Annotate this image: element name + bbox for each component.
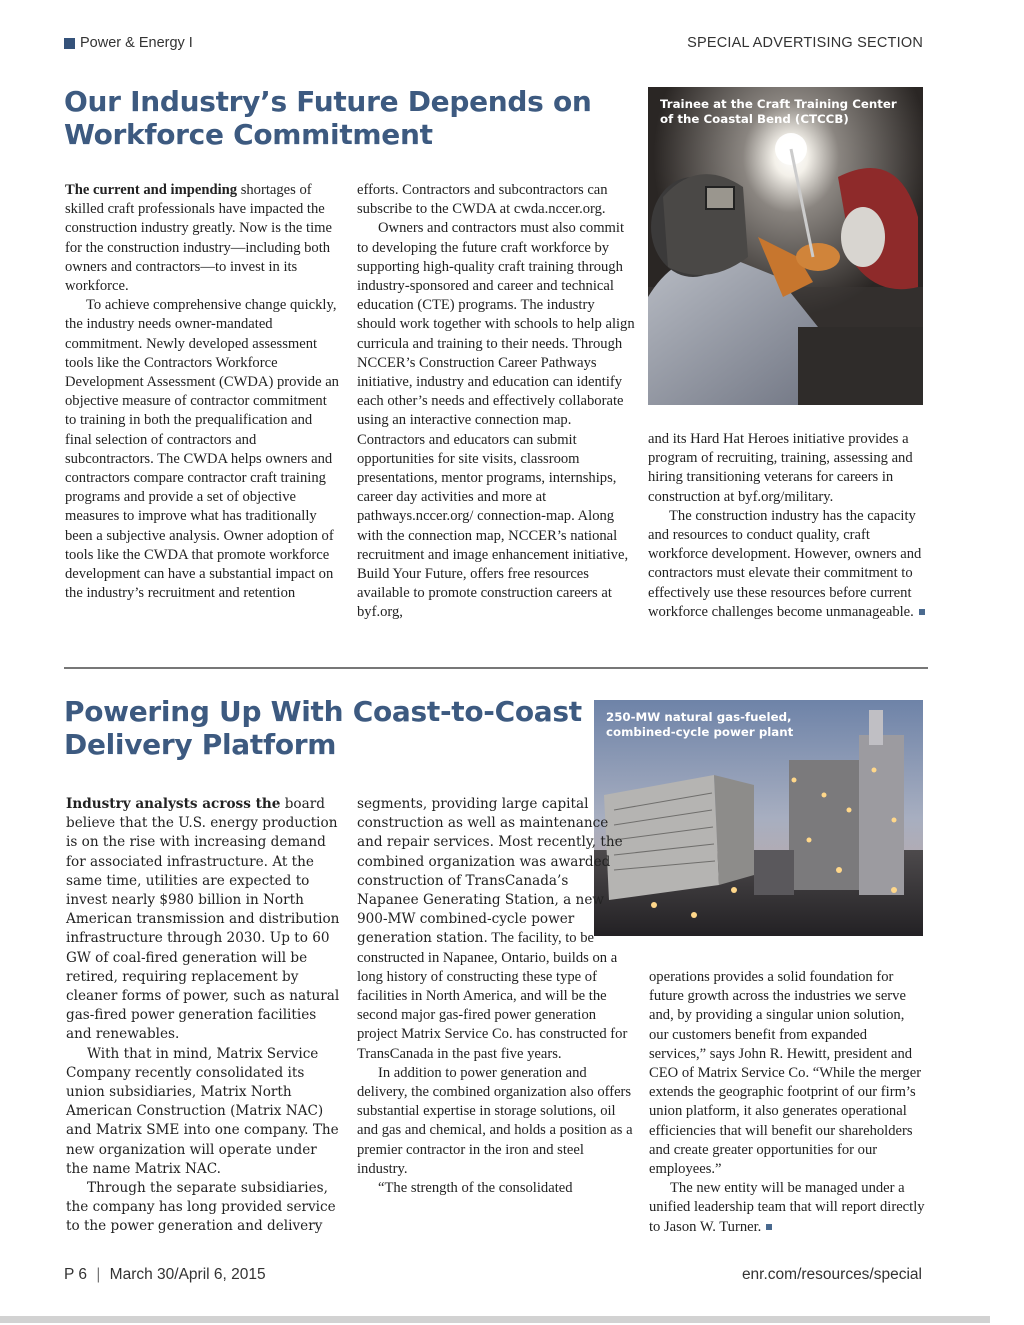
article1-col1-p2: To achieve comprehensive change quickly, the industry needs owner-mandated commitment. Newly developed assessment tools like the Contractors Workforce Development Assessment (CWDA) provide an objective measure of contractor commitment to training in both the prequalification and final selection of contractors and subcontractors. The CWDA helps owners and contractors compare contractor craft training programs and provide a set of objective measures to improve what has traditionally been a subjective analysis. Owner adoption of tools like the CWDA that promote workforce development can have a substantial impact on the industry’s recruitment and retention	[65, 297, 339, 602]
power-plant-photo-caption: 250-MW natural gas-fueled, combined-cycle power plant	[606, 710, 794, 739]
footer-page-info	[64, 1266, 266, 1284]
issue-date: March 30/April 6, 2015	[109, 1266, 266, 1283]
article2-col3-p1: operations provides a solid foundation for future growth across the industries we serve and, by providing a singular union solution, our customers benefit from expanded services,” says John R. Hewitt, president and CEO of Matrix Service Co. “While the merger extends the geographic footprint of our firm’s union platform, it also generates operational efficiencies that will benefit our shareholders and create greater opportunities for our employees.”	[649, 969, 922, 1178]
section-label-text: Power & Energy I	[80, 35, 193, 51]
article1-column1	[65, 181, 341, 603]
article2-col2-p1a: segments, providing large capital construction as well as maintenance and repair services. Most recently, the combined organization was awarded construction of TransCanada’s Napanee Generating Station, a new 900-MW combined-cycle power generation station.	[357, 796, 623, 947]
article1-lead-in: The current and impending	[65, 182, 238, 198]
welder-photo	[648, 87, 923, 405]
special-advertising-label: SPECIAL ADVERTISING SECTION	[687, 35, 923, 51]
article1-col3-p2: The construction industry has the capacity and resources to conduct quality, craft workforce development. However, owners and contractors must elevate their commitment to effectively use these resources before current workforce challenges become unmanageable.	[648, 507, 922, 620]
footer-separator: |	[96, 1266, 101, 1283]
end-mark-icon	[766, 1224, 772, 1230]
article1-headline-line2: Workforce Commitment	[64, 118, 433, 151]
welder-photo-caption: Trainee at the Craft Training Center of the Coastal Bend (CTCCB)	[660, 97, 897, 126]
article2-col3-p2: The new entity will be managed under a unified leadership team that will report directly to Jason W. Turner.	[649, 1180, 925, 1235]
article2-column3	[649, 968, 925, 1237]
article1-col3-p1: and its Hard Hat Heroes initiative provides a program of recruiting, training, assessing and hiring transitioning veterans for careers in construction at byf.org/military.	[648, 431, 913, 505]
section-label	[64, 35, 193, 51]
article1-column2	[357, 181, 635, 623]
article2-headline-line1: Powering Up With Coast-to-Coast	[64, 695, 582, 728]
article2-col1-p2: With that in mind, Matrix Service Company recently consolidated its union subsidiaries, Matrix North American Construction (Matrix NAC) and Matrix SME into one company. The new organization will operate under the name Matrix NAC.	[66, 1045, 339, 1177]
page-bottom-bar	[0, 1316, 990, 1323]
page-number: P 6	[64, 1266, 87, 1283]
power-plant-photo	[594, 700, 923, 936]
article1-headline-line1: Our Industry’s Future Depends on	[64, 85, 592, 118]
article2-col1-p1: board believe that the U.S. energy production is on the rise with increasing demand for associated infrastructure. At the same time, utilities are expected to invest nearly $980 billion in North American transmission and distribution infrastructure through 2030. Up to 60 GW of coal-fired generation will be retired, requiring replacement by cleaner forms of power, such as natural gas-fired power generation facilities and renewables.	[66, 796, 340, 1043]
article2-lead-in: Industry analysts across the	[66, 796, 281, 812]
article2-col1-p3: Through the separate subsidiaries, the company has long provided service to the power generation and delivery	[66, 1180, 336, 1235]
article1-column3	[648, 430, 926, 622]
section-divider	[64, 667, 928, 669]
footer-url[interactable]: enr.com/resources/special	[741, 1266, 922, 1283]
article1-col2-p2: Owners and contractors must also commit to developing the future craft workforce by supporting high-quality craft training through industry-sponsored and career and technical education (CTE) programs. The industry should work together with schools to help align curricula and training to their needs. Through NCCER’s Construction Career Pathways initiative, industry and education can identify each other’s needs and effectively collaborate using an interactive connection map. Contractors and educators can submit opportunities for site visits, classroom presentations, mentor programs, internships, career day activities and more at pathways.nccer.org/ connection-map. Along with the connection map, NCCER’s national recruitment and image enhancement initiative, Build Your Future, offers free resources available to promote construction careers at byf.org,	[357, 220, 635, 621]
article1-col2-p1: efforts. Contractors and subcontractors can subscribe to the CWDA at cwda.nccer.org.	[357, 182, 608, 218]
article2-column2	[357, 795, 633, 1198]
end-mark-icon	[919, 609, 925, 615]
section-square-icon	[64, 38, 75, 49]
article2-col2-p1b: The facility, to be constructed in Napanee, Ontario, builds on a long history of constructing these type of facilities in North America, and will be the second major gas-fired power generation project Matrix Service Co. has constructed for TransCanada in the past five years.	[357, 930, 628, 1062]
article2-headline-line2: Delivery Platform	[64, 728, 337, 761]
article2-column1	[66, 795, 342, 1237]
article2-col2-p3: “The strength of the consolidated	[378, 1180, 573, 1197]
article1-col1-p1: shortages of skilled craft professionals have impacted the construction industry greatly. Now is the time for the construction industry—including both owners and contractors—to invest in its workforce.	[65, 182, 332, 295]
article2-headline	[64, 695, 584, 761]
article2-col2-p2: In addition to power generation and delivery, the combined organization also offers substantial expertise in storage solutions, oil and gas and chemical, and holds a position as a premier contractor in the iron and steel industry.	[357, 1064, 633, 1177]
article1-headline	[64, 85, 624, 151]
